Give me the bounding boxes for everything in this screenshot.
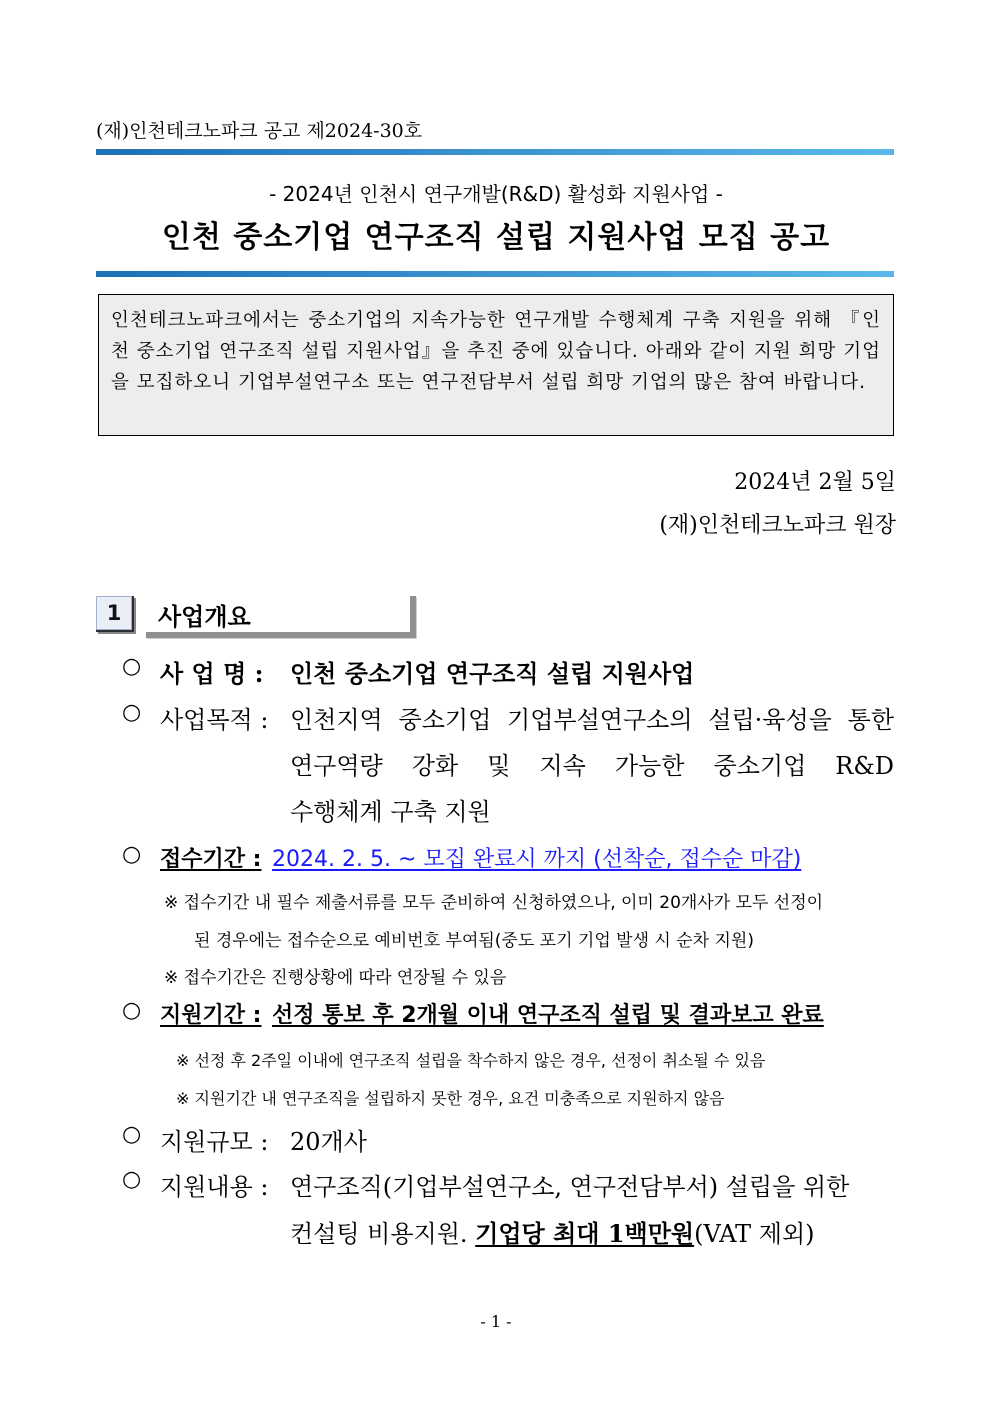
content-label: 지원내용 : [160,1173,269,1201]
reception-note-1b: 된 경우에는 접수순으로 예비번호 부여됨(중도 포기 기업 발생 시 순차 지원) [194,931,754,951]
bullet: ○ [122,842,142,867]
bullet: ○ [122,1167,142,1192]
reception-value: 2024. 2. 5. ~ 모집 완료시 까지 (선착순, 접수순 마감) [272,847,802,872]
intro-text: 인천테크노파크에서는 중소기업의 지속가능한 연구개발 수행체계 구축 지원을 위해 『인천 중소기업 연구조직 설립 지원사업』을 추진 중에 있습니다. 아래와 같이 지원 희망 기업을 모집하오니 기업부설연구소 또는 연구전담부서 설립 희망 기업의 많은 참여 바랍니다. [111,310,881,393]
page-title: 인천 중소기업 연구조직 설립 지원사업 모집 공고 [161,220,831,255]
issuer: (재)인천테크노파크 원장 [659,513,896,538]
bullet: ○ [122,700,142,725]
reception-label: 접수기간 : [160,847,262,872]
section-title: 사업개요 [158,603,251,631]
content-line-2a: 컨설팅 비용지원. [290,1220,468,1248]
notice-number: (재)인천테크노파크 공고 제2024-30호 [96,120,423,142]
intro-box [98,294,894,436]
purpose-line-3: 수행체계 구축 지원 [290,798,491,826]
content-line-2c: (VAT 제외) [694,1220,815,1248]
item-business-name [0,654,992,688]
item-reception [0,842,992,876]
section-number-badge [96,596,134,632]
notice-date: 2024년 2월 5일 [734,470,896,495]
section-number: 1 [96,596,132,630]
purpose-line-2: 연구역량 강화 및 지속 가능한 중소기업 R&D [290,752,894,780]
reception-note-1a: ※ 접수기간 내 필수 제출서류를 모두 준비하여 신청하였으나, 이미 20개사가 모두 선정이 [164,893,824,913]
support-note-2: ※ 지원기간 내 연구조직을 설립하지 못한 경우, 요건 미충족으로 지원하지 않음 [176,1089,725,1108]
bullet: ○ [122,654,142,679]
support-period-label: 지원기간 : [160,1003,262,1028]
purpose-label: 사업목적 : [160,706,269,734]
scale-label: 지원규모 : [160,1128,269,1156]
item-support-period [0,998,992,1032]
item-content [0,1167,992,1201]
section-header [146,596,416,638]
support-note-1: ※ 선정 후 2주일 이내에 연구조직 설립을 착수하지 않은 경우, 선정이 취소될 수 있음 [176,1051,766,1070]
content-line-2 [290,1214,815,1249]
purpose-line-1: 인천지역 중소기업 기업부설연구소의 설립·육성을 통한 [290,706,894,734]
support-period-value: 선정 통보 후 2개월 이내 연구조직 설립 및 결과보고 완료 [272,1003,824,1028]
content-highlight: 기업당 최대 1백만원 [475,1219,695,1248]
subtitle: - 2024년 인천시 연구개발(R&D) 활성화 지원사업 - [269,182,723,206]
business-name-label: 사 업 명 : [160,659,264,688]
business-name-value: 인천 중소기업 연구조직 설립 지원사업 [290,659,695,688]
page-number: - 1 - [480,1312,512,1331]
bullet: ○ [122,998,142,1023]
item-scale [0,1122,992,1156]
reception-note-2: ※ 접수기간은 진행상황에 따라 연장될 수 있음 [164,968,507,988]
scale-value: 20개사 [290,1128,367,1156]
bottom-divider [96,271,894,277]
item-purpose [0,700,992,734]
bullet: ○ [122,1122,142,1147]
top-divider [96,149,894,155]
content-line-1: 연구조직(기업부설연구소, 연구전담부서) 설립을 위한 [290,1173,850,1201]
